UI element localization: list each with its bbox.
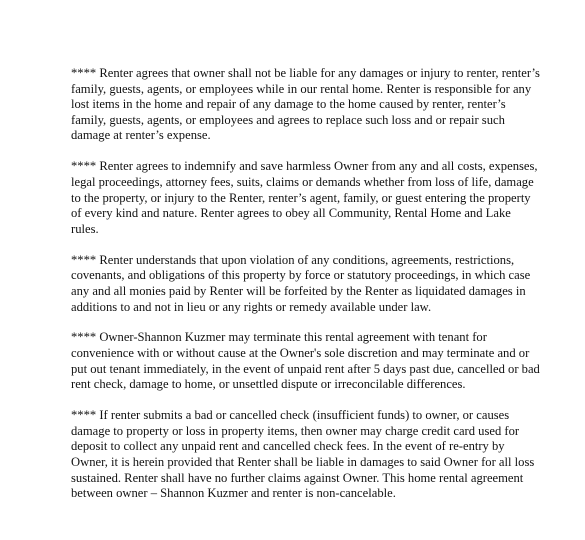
text-line: family, guests, agents, or employees and agrees to replace such loss and or repair such <box>71 112 505 127</box>
text-line: sustained. Renter shall have no further claims against Owner. This home rental agreement <box>71 470 524 485</box>
text-line: **** If renter submits a bad or cancelled check (insufficient funds) to owner, or causes <box>71 408 510 423</box>
text-line: additions to and not in lieu or any rights or remedy available under law. <box>71 299 432 314</box>
text-line: family, guests, agents, or employees while in our rental home. Renter is responsible for any <box>71 81 532 96</box>
text-line: **** Owner-Shannon Kuzmer may terminate this rental agreement with tenant for <box>71 330 487 345</box>
text-line: **** Renter agrees to indemnify and save harmless Owner from any and all costs, expenses, <box>71 159 538 174</box>
text-line: to the property, or injury to the Renter, renter’s agent, family, or guest entering the property <box>71 190 531 205</box>
text-line: covenants, and obligations of this property by force or statutory proceedings, in which case <box>71 268 531 283</box>
text-line: of every kind and nature. Renter agrees to obey all Community, Rental Home and Lake <box>71 206 511 221</box>
text-line: legal proceedings, attorney fees, suits, claims or demands whether from loss of life, damage <box>71 174 534 189</box>
text-line: **** Renter agrees that owner shall not be liable for any damages or injury to renter, renter’s <box>71 66 540 80</box>
text-line: any and all monies paid by Renter will be forfeited by the Renter as liquidated damages in <box>71 283 526 298</box>
text-line: convenience with or without cause at the Owner's sole discretion and may terminate and or <box>71 346 530 361</box>
clause-liability <box>71 66 540 144</box>
document-body <box>71 66 540 517</box>
text-line: Owner, it is herein provided that Renter shall be liable in damages to said Owner for all loss <box>71 455 535 470</box>
text-line: rules. <box>71 221 99 236</box>
text-line: damage at renter’s expense. <box>71 128 211 143</box>
text-line: deposit to collect any unpaid rent and cancelled check fees. In the event of re-entry by <box>71 439 505 454</box>
clause-termination <box>71 330 540 392</box>
clause-violation <box>71 253 531 315</box>
text-line: rent check, damage to home, or unsettled dispute or irreconcilable differences. <box>71 377 466 392</box>
text-line: damage to property or loss in property items, then owner may charge credit card used for <box>71 423 520 438</box>
text-line: between owner – Shannon Kuzmer and renter is non-cancelable. <box>71 486 396 501</box>
text-line: put out tenant immediately, in the event of unpaid rent after 5 days past due, cancelled or bad <box>71 361 540 376</box>
clause-indemnify <box>71 159 538 237</box>
text-line: lost items in the home and repair of any damage to the home caused by renter, renter’s <box>71 97 506 112</box>
text-line: **** Renter understands that upon violation of any conditions, agreements, restrictions, <box>71 252 515 267</box>
clause-bad-check <box>71 408 535 502</box>
